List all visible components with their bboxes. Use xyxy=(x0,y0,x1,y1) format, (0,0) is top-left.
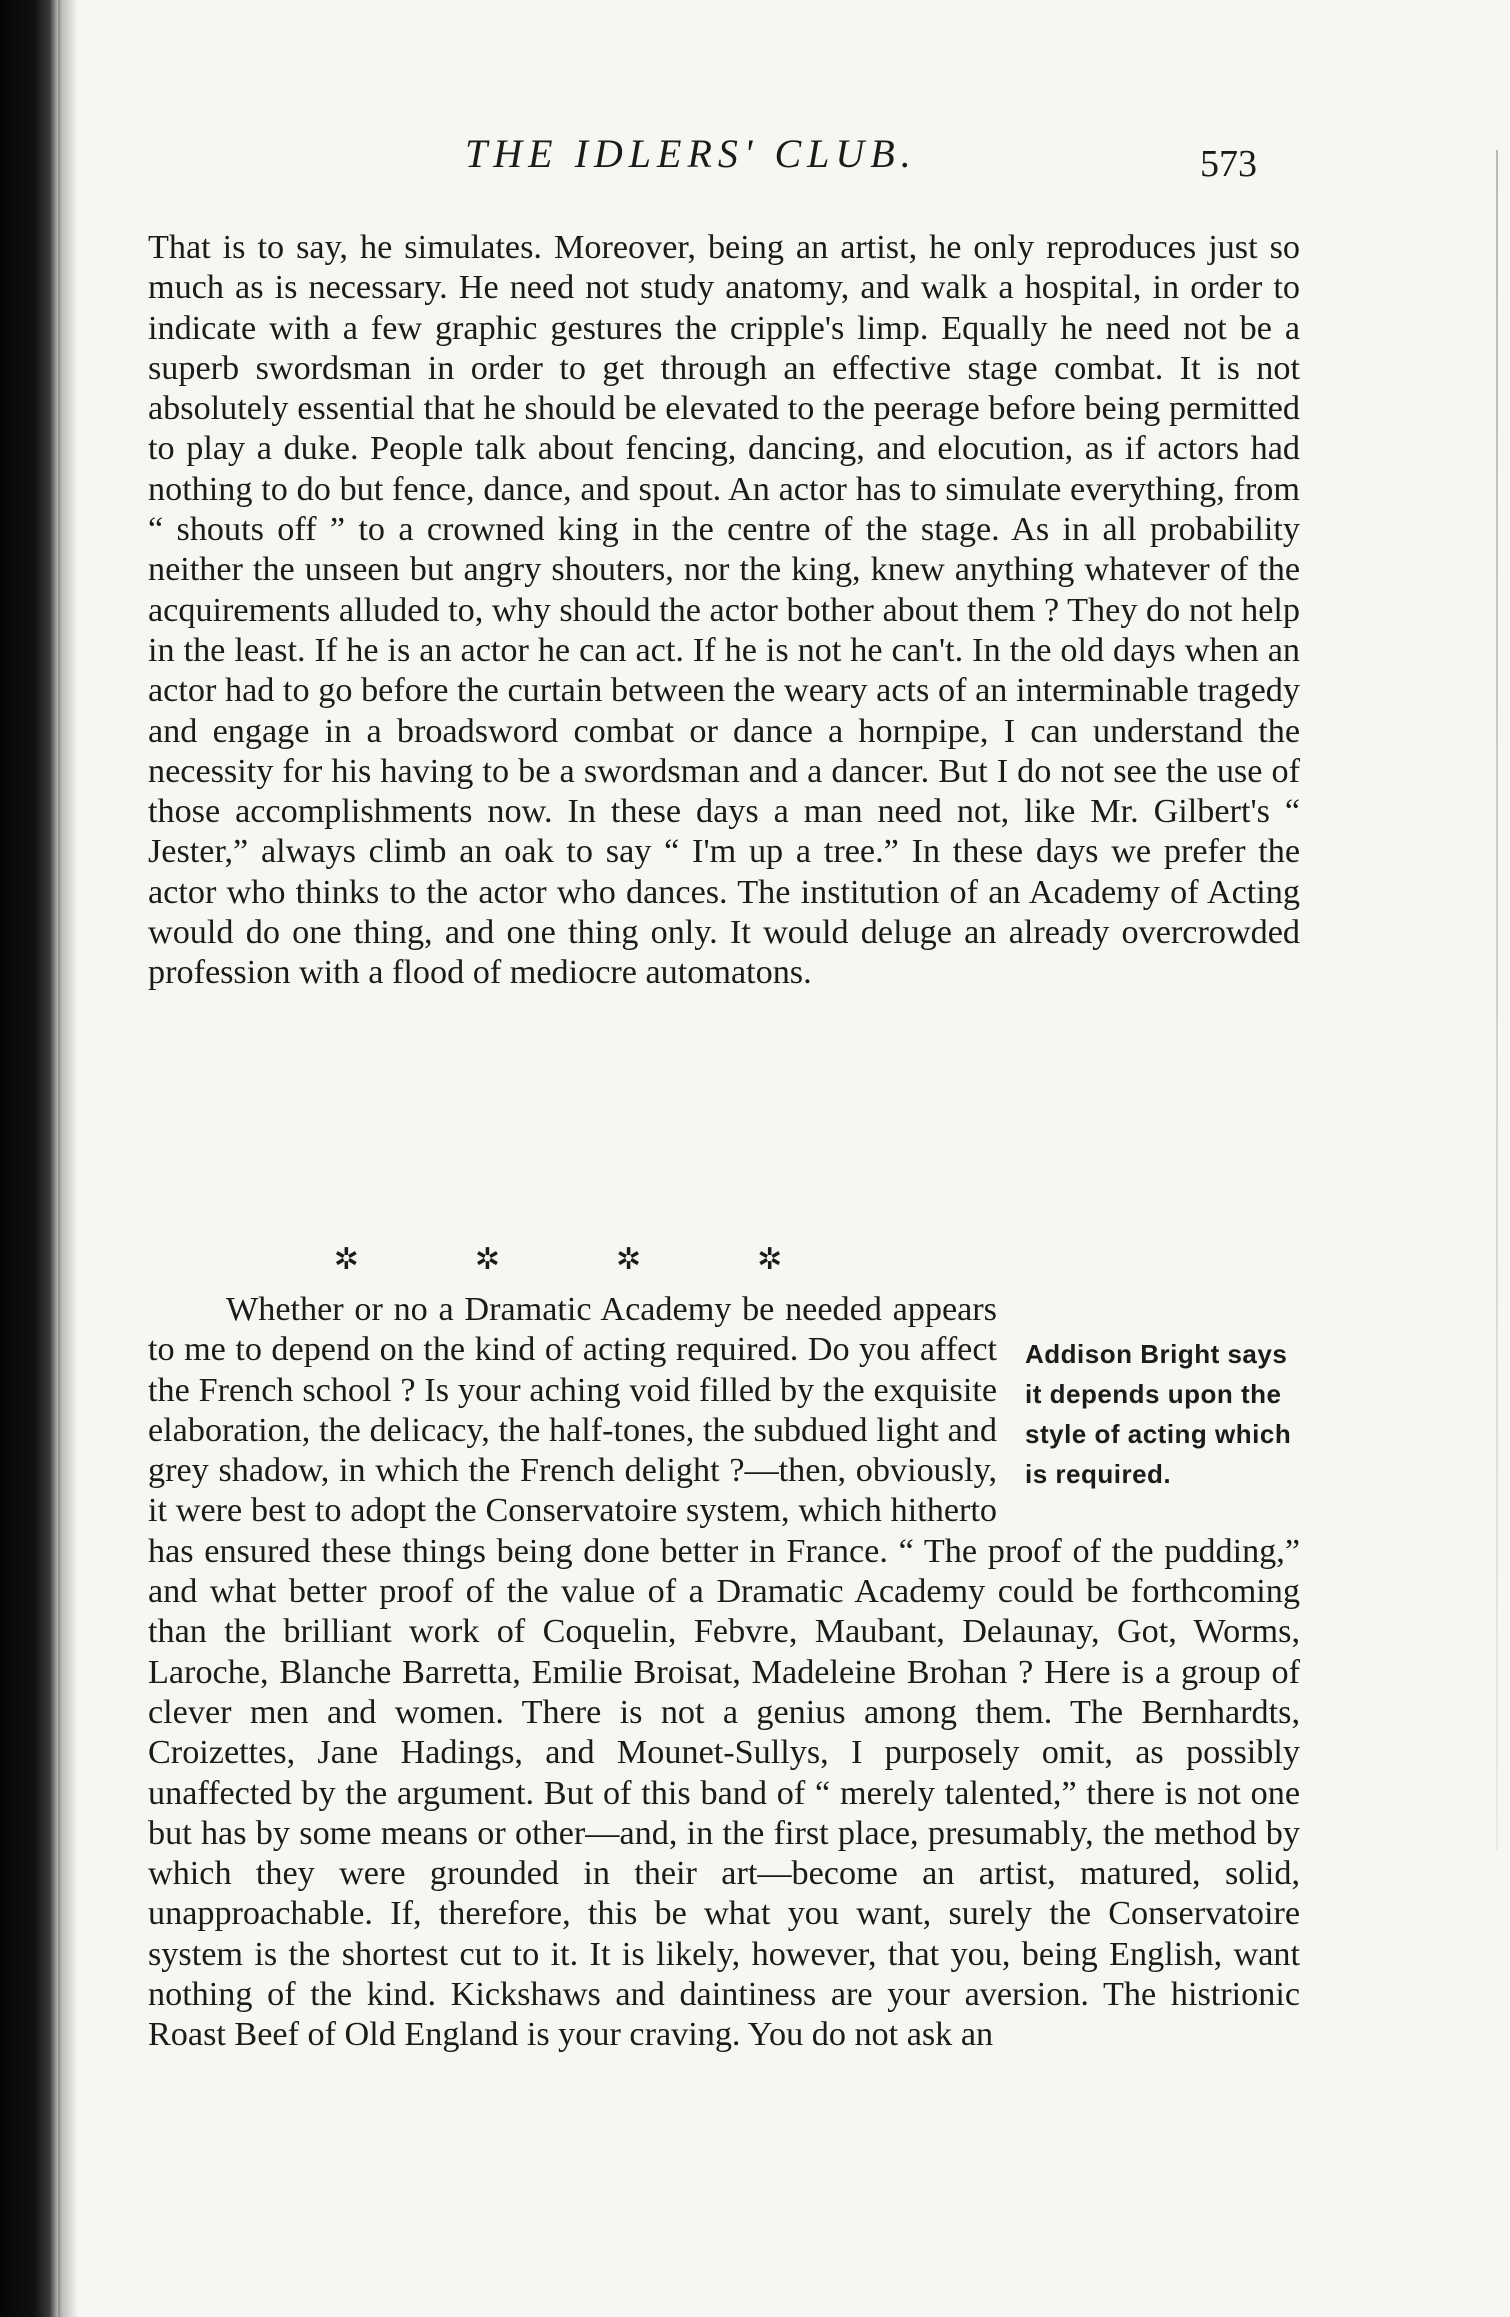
page-edge-mark xyxy=(1496,150,1498,1850)
section-break xyxy=(148,1242,968,1277)
asterism-star-icon: ✲ xyxy=(333,1243,359,1276)
section-dramatic-academy xyxy=(148,1290,1300,2056)
page-header xyxy=(0,130,1510,190)
paragraph: That is to say, he simulates. Moreover, being an artist, he only reproduces just so much as is necessary. He need not study anatomy, and walk a hospital, in order to indicate with a few graphic gestures the cripple's limp. Equally he need not be a superb swordsman in order to get through an effective stage combat. It is not absolutely essential that he should be elevated to the peerage before being permitted to play a duke. People talk about fencing, dancing, and elocution, as if actors had nothing to do but fence, dance, and spout. An actor has to simulate everything, from “ shouts off ” to a crowned king in the centre of the stage. As in all probability neither the unseen but angry shouters, nor the king, knew anything whatever of the acquirements alluded to, why should the actor bother about them ? They do not help in the least. If he is an actor he can act. If he is not he can't. In the old days when an actor had to go before the curtain between the weary acts of an interminable tragedy and engage in a broadsword combat or dance a hornpipe, I can understand the necessity for his having to be a swordsman and a dancer. But I do not see the use of those accomplishments now. In these days a man need not, like Mr. Gilbert's “ Jester,” always climb an oak to say “ I'm up a tree.” In these days we prefer the actor who thinks to the actor who dances. The institution of an Academy of Acting would do one thing, and one thing only. It would deluge an already overcrowded profession with a flood of mediocre automatons. xyxy=(148,229,1300,992)
paragraph: Whether or no a Dramatic Academy be needed appears to me to depend on the kind of acting required. Do you affect the French school ? Is your aching void filled by the exquisite elaboration, the delicacy, the half-tones, the subdued light and grey shadow, in which the French delight ?—then, obviously, it were best to adopt the Conservatoire system, which hitherto has ensured these things being done better in France. “ The proof of the pudding,” and what better proof of the value of a Dramatic Academy could be forthcoming than the brilliant work of Coquelin, Febvre, Maubant, Delaunay, Got, Worms, Laroche, Blanche Barretta, Emilie Broisat, Madeleine Brohan ? Here is a group of clever men and women. There is not a genius among them. The Bernhardts, Croizettes, Jane Hadings, and Mounet-Sullys, I purposely omit, as possibly unaffected by the argument. But of this band of “ merely talented,” there is not one but has by some means or other—and, in the first place, presumably, the method by which they were grounded in their art—become an artist, matured, solid, unapproachable. If, therefore, this be what you want, surely the Conservatoire system is the shortest cut to it. It is likely, however, that you, being English, want nothing of the kind. Kickshaws and daintiness are your aversion. The histrionic Roast Beef of Old England is your craving. You do not ask an xyxy=(148,1291,1300,2054)
asterism-star-icon: ✲ xyxy=(757,1243,783,1276)
margin-note: Addison Bright says it depends upon the style of acting which is required. xyxy=(1025,1339,1292,1489)
running-title: THE IDLERS' CLUB. xyxy=(465,131,917,176)
page-number: 573 xyxy=(1200,143,1257,185)
body-text xyxy=(148,228,1300,994)
asterism-star-icon: ✲ xyxy=(474,1243,500,1276)
asterism-star-icon: ✲ xyxy=(616,1243,642,1276)
book-binding-shadow xyxy=(0,0,62,2317)
